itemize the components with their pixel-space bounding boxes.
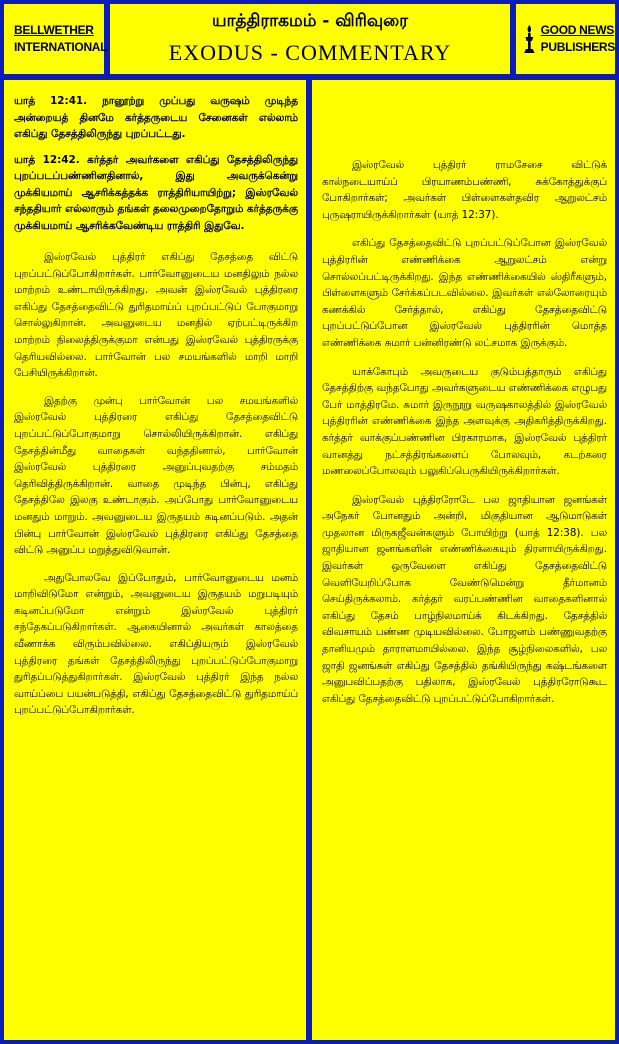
logo-line-2: PUBLISHERS [540, 40, 615, 54]
commentary-paragraph: இஸ்ரவேல் புத்திரர் ராமசேசை விட்டுக் கால்நடையாய்ப் பிரயாணம்பண்ணி, சுக்கோத்துக்குப் போகிறார்கள்; அவர்கள் பிள்ளைகள்தவிர ஆறுலட்சம் புருஷராயிருக்கிறார்கள் (யாத் 12:37). [322, 159, 607, 221]
commentary-paragraph: இஸ்ரவேல் புத்திரரோடே பல ஜாதியான ஜனங்கள் அநேகர் போனதும் அன்றி, மிகுதியான ஆடுமாடுகள் முதலான மிருகஜீவன்களும் போயிற்று (யாத் 12:38). பல ஜாதியான ஜனங்களின் எண்ணிக்கையும் திரளாயிருக்கிறது. இவர்கள் ஒருவேளை எகிப்து தேசத்தைவிட்டு வெளியேறிப்போக வேண்டுமென்று தீர்மானம் செய்திருக்கலாம். கர்த்தர் வரப்பண்ணின வாதைகளினால் எகிப்து தேசம் பாழ்நிலமாய்க் கிடக்கிறது. தேசத்தில் விவசாயம் பண்ண முடியவில்லை. போஜனம் பண்ணுவதற்கு தானியமும் தாராளமாயில்லை. இந்த சூழ்நிலைகளில், பல ஜாதி ஜனங்கள் எகிப்து தேசத்தில் தங்கியிருந்து கஷ்டங்களை அனுபவிப்பதற்கு பதிலாக, இஸ்ரவேல் புத்திரரோடுகூட எகிப்து தேசத்தைவிட்டு புறப்பட்டுப்போகிறார்கள். [322, 493, 607, 705]
logo-line-1: BELLWETHER [14, 23, 94, 37]
commentary-paragraph: இதற்கு முன்பு பார்வோன் பல சமயங்களில் இஸ்ரவேல் புத்திரரை எகிப்து தேசத்தைவிட்டு புறப்பட்டுப்போகுமாறு சொல்லியிருக்கிறான். எகிப்து தேசத்தின்மீது வாதைகள் வந்ததினால், பார்வோன் இஸ்ரவேல் புத்திரரை அனுப்புவதற்கு சம்மதம் தெரிவித்திருக்கிறான். வாதை முடிந்த பின்பு, எகிப்து தேசத்திலே இலகு உண்டாகும். அப்போது பார்வோனுடைய மனதும் மாறும். அவனுடைய இருதயம் கடினப்படும். அதன் பின்பு பார்வோன் இஸ்ரவேல் புத்திரரை எகிப்து தேசத்தை விட்டு அனுப்ப மறுத்துவிடுவான். [14, 394, 298, 557]
title-tamil: யாத்திராகமம் - விரிவுரை [212, 11, 408, 31]
commentary-paragraph: எகிப்து தேசத்தைவிட்டு புறப்பட்டுப்போன இஸ்ரவேல் புத்திரரின் எண்ணிக்கை ஆறுலட்சம் என்று சொல்லப்பட்டிருக்கிறது. இந்த எண்ணிக்கையில் ஸ்திரீகளும், பிள்ளைகளும் சேர்க்கப்படவில்லை. இவர்கள் எல்லோரையும் கணக்கில் சேர்த்தால், எகிப்து தேசத்தைவிட்டு புறப்பட்டுப்போன இஸ்ரவேல் புத்திரரின் மொத்த எண்ணிக்கை சுமார் பன்னிரண்டு லட்சமாக இருக்கும். [322, 237, 607, 349]
page-header [110, 4, 510, 74]
bellwether-logo [4, 4, 108, 74]
goodnews-logo [516, 4, 615, 74]
commentary-paragraph: யாக்கோபும் அவருடைய குடும்பத்தாரும் எகிப்து தேசத்திற்கு வந்தபோது அவர்களுடைய எண்ணிக்கை எழுபது பேர் மாத்திரமே. சுமார் இருநூறு வருஷகாலத்தில் இஸ்ரவேல் புத்திரரின் எண்ணிக்கை இந்த அளவுக்கு அதிகரித்திருக்கிறது. கர்த்தர் வாக்குப்பண்ணின பிரகாரமாக, இஸ்ரவேல் புத்திரர் வானத்து நட்சத்திரங்களைப் போலவும், கடற்கரை மணலைப்போலவும் பலுகிப்பெருகியிருக்கிறார்கள். [322, 365, 607, 478]
verse-12-41: யாத் 12:41. நானூற்று முப்பது வருஷம் முடிந்த அன்றையத் தினமே கர்த்தருடைய சேனைகள் எல்லாம் எகிப்து தேசத்திலிருந்து புறப்பட்டது. [14, 95, 298, 140]
commentary-paragraph: இஸ்ரவேல் புத்திரர் எகிப்து தேசத்தை விட்டு புறப்பட்டுப்போகிறார்கள். பார்வோனுடைய மனதிலும் நல்ல மாற்றம் உண்டாயிருக்கிறது. அவன் இஸ்ரவேல் புத்திரரை எகிப்து தேசத்தைவிட்டு துரிதமாய்ப் புறப்பட்டுப் போகுமாறு சொல்லுகிறான். அவனுடைய மனதில் ஏற்பட்டிருக்கிற மாற்றம் நிலைத்திருக்குமா என்பது இஸ்ரவேல் புத்திரருக்கு தெரியவில்லை. பார்வோன் பல சமயங்களில் மாறி மாறி பேசியிருக்கிறான். [14, 251, 298, 380]
lamp-icon [522, 14, 537, 64]
commentary-paragraph: அதுபோலவே இப்போதும், பார்வோனுடைய மனம் மாறிவிடுமோ என்றும், அவனுடைய இருதயம் மறுபடியும் கடினப்படுமோ என்றும் இஸ்ரவேல் புத்திரர் சந்தேகப்படுகிறார்கள். ஆகையினால் அவர்கள் காலத்தை வீணாக்க விரும்பவில்லை. எகிப்தியரும் இஸ்ரவேல் புத்திரரை தங்கள் தேசத்திலிருந்து புறப்பட்டுப்போகுமாறு துரிதப்படுத்துகிறார்கள். இஸ்ரவேல் புத்திரர் இந்த நல்ல வாய்ப்பை பயன்படுத்தி, எகிப்து தேசத்தைவிட்டு துரிதமாய்ப் புறப்பட்டுப்போகிறார்கள். [14, 571, 298, 717]
title-english: EXODUS - COMMENTARY [168, 40, 452, 65]
logo-line-2: INTERNATIONAL [14, 40, 108, 54]
verse-12-42: யாத் 12:42. கர்த்தர் அவர்களை எகிப்து தேசத்திலிருந்து புறப்படப்பண்ணினதினால், இது அவருக்கென்று முக்கியமாய் ஆசரிக்கத்தக்க ராத்திரியாயிற்று; இஸ்ரவேல் சந்ததியார் எல்லாரும் தங்கள் தலைமுறைதோறும் கர்த்தருக்கு முக்கியமாய் ஆசரிக்கவேண்டிய ராத்திரி இதுவே. [14, 153, 298, 232]
logo-line-1: GOOD NEWS [540, 23, 614, 37]
left-column [4, 80, 306, 1040]
right-column [312, 80, 615, 1040]
